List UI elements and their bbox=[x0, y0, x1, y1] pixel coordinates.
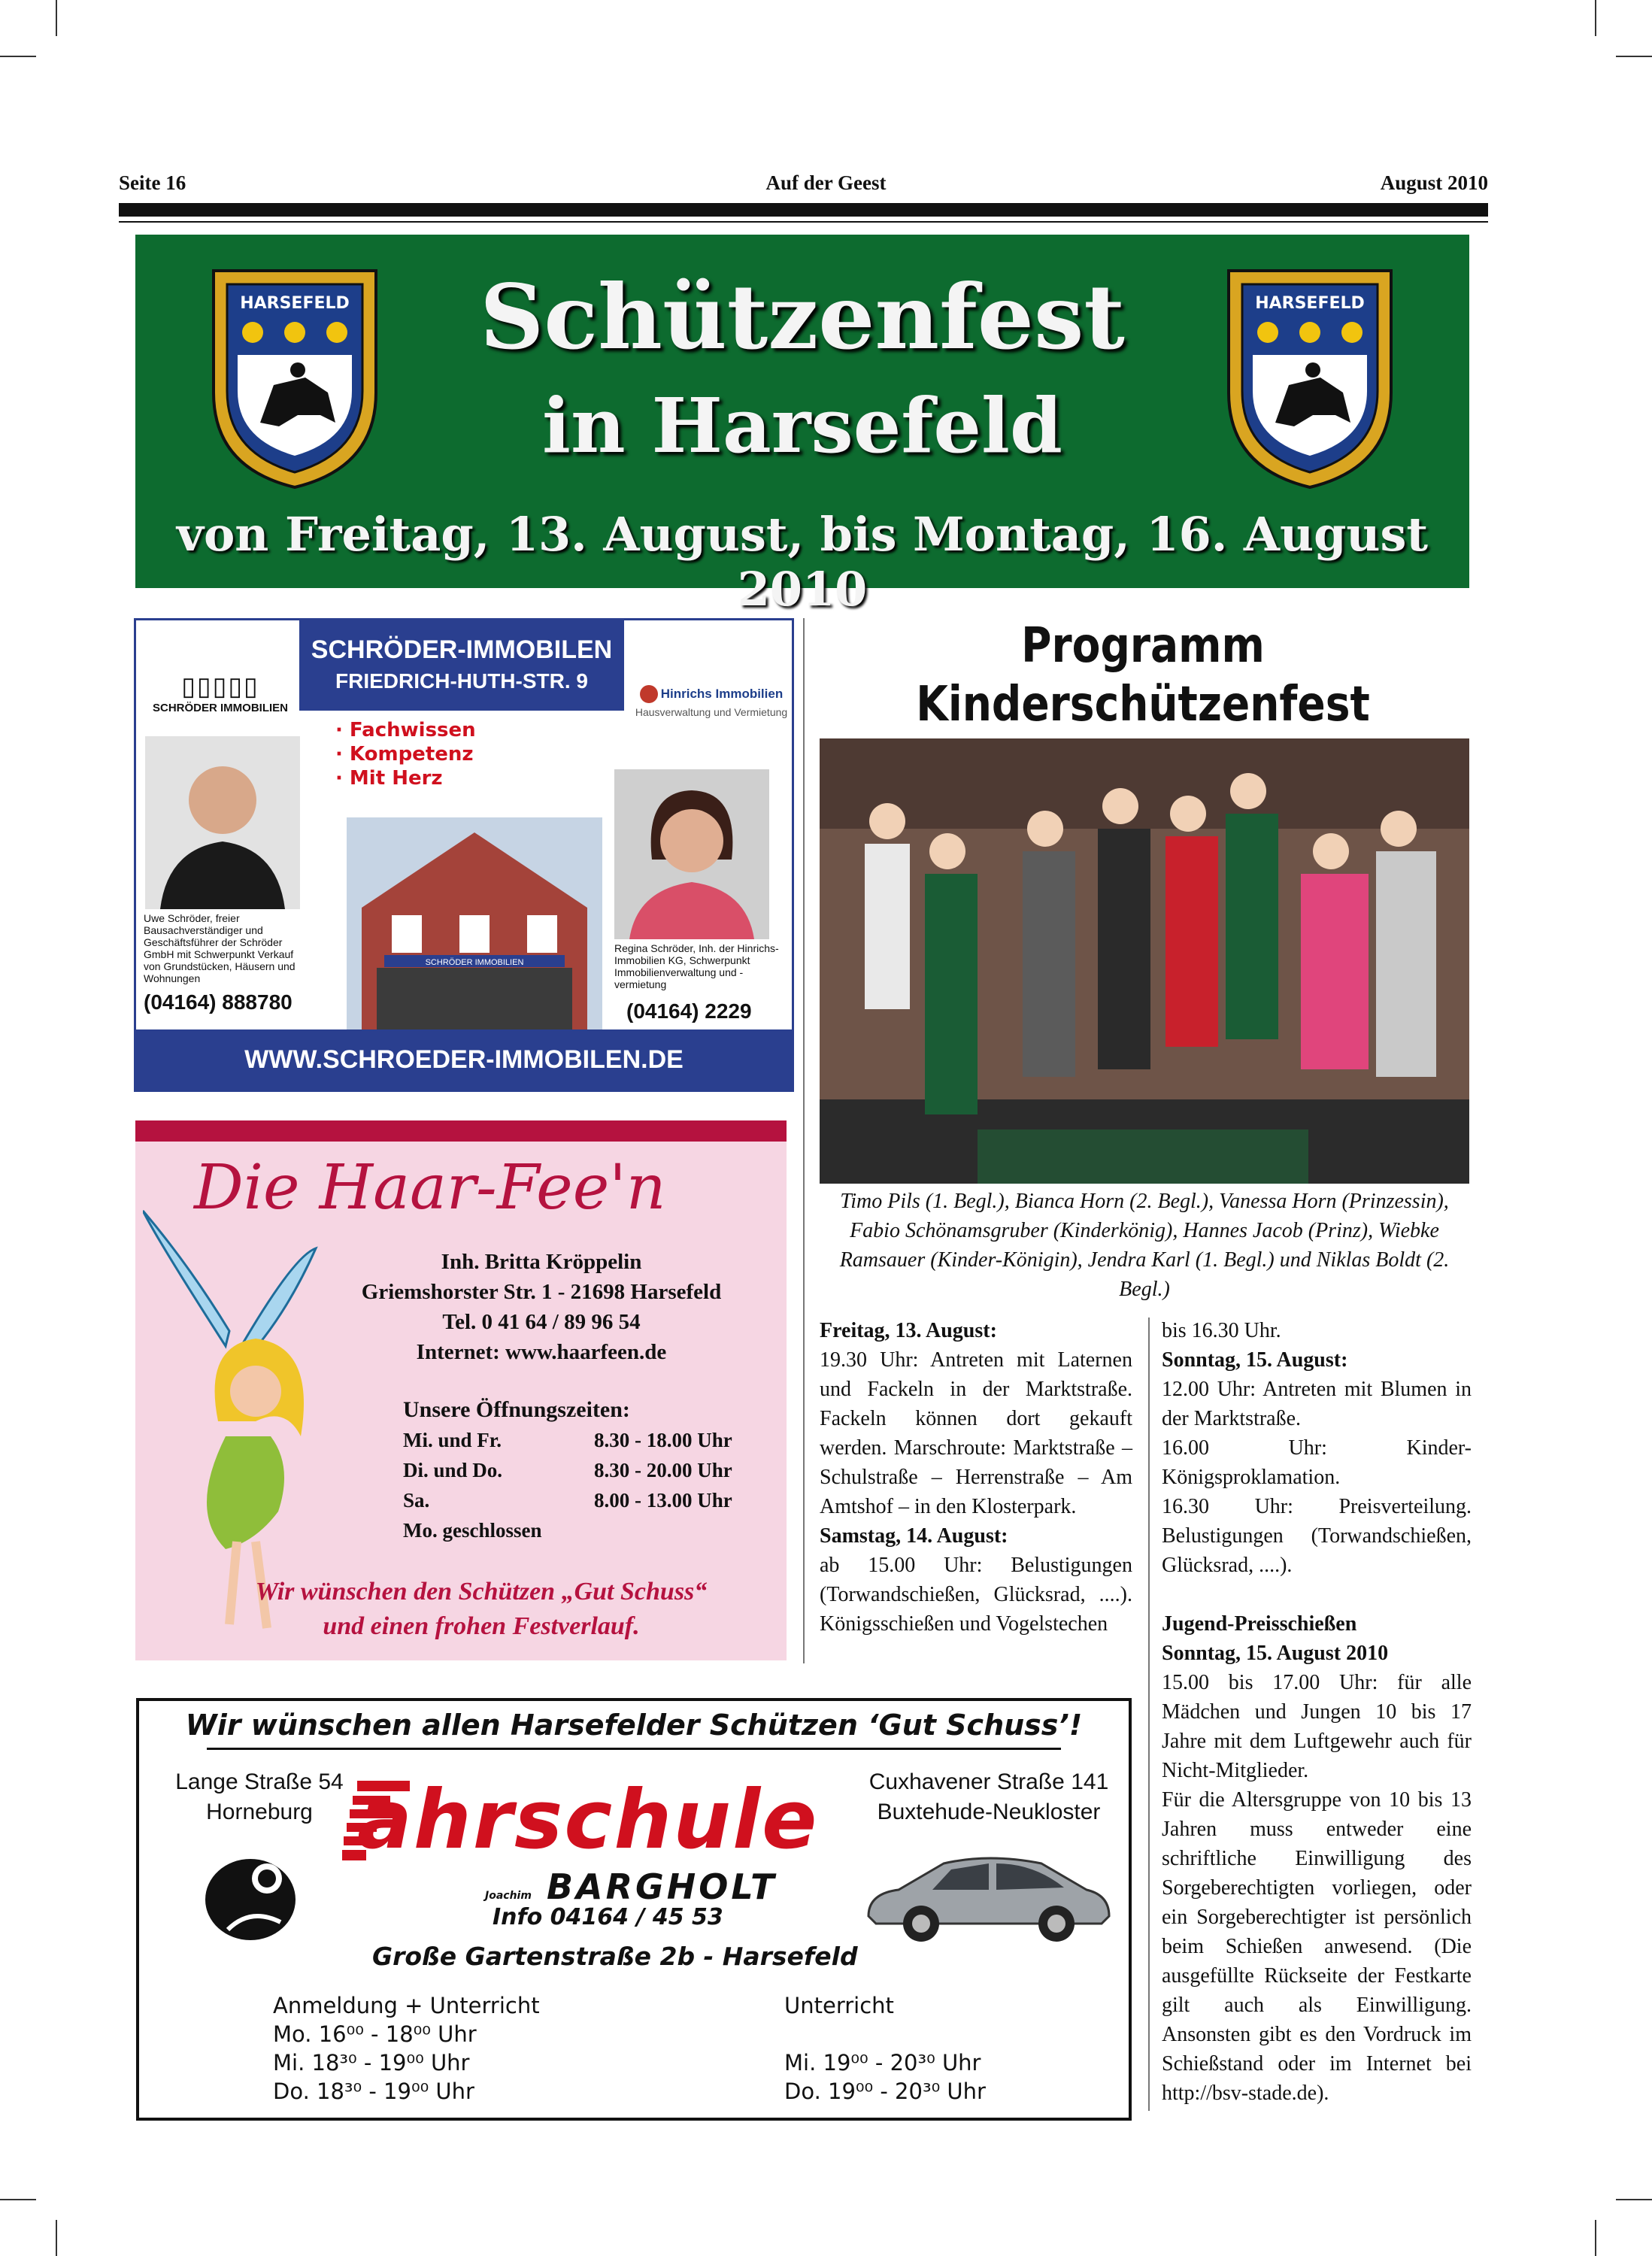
children-royals-photo bbox=[820, 738, 1469, 1184]
program-day: Freitag, 13. August: bbox=[820, 1319, 997, 1342]
photo-caption: Timo Pils (1. Begl.), Bianca Horn (2. Begl.), Vanessa Horn (Prinzessin), Fabio Schönamsgruber (Kinderkönig), Hannes Jacob (Prinz), Wiebke Ramsauer (Kinder-Königin), Jendra Karl (1. Begl.) und Niklas Boldt (2. Begl.) bbox=[839, 1190, 1450, 1301]
crop-mark bbox=[0, 2199, 36, 2200]
banner-dates: von Freitag, 13. August, bis Montag, 16. August 2010 bbox=[176, 507, 1429, 617]
phone-uwe: (04164) 888780 bbox=[144, 990, 293, 1014]
haarfeen-internet[interactable]: Internet: www.haarfeen.de bbox=[416, 1340, 667, 1364]
section-heading: Jugend-Preisschießen bbox=[1162, 1612, 1357, 1636]
program-day: Sonntag, 15. August: bbox=[1162, 1348, 1348, 1372]
hinrichs-logo: Hinrichs Immobilien Hausverwaltung und Vermietung bbox=[635, 687, 788, 718]
hours-time: 8.30 - 20.00 Uhr bbox=[594, 1459, 732, 1481]
column-divider bbox=[1148, 1318, 1150, 2111]
festival-banner bbox=[135, 235, 1469, 617]
fairy-illustration bbox=[143, 1196, 323, 1639]
svg-text:HARSEFELD: HARSEFELD bbox=[240, 294, 350, 313]
program-text: 16.30 Uhr: Preisverteilung. Belustigungen (Torwandschießen, Glücksrad, ....). bbox=[1162, 1495, 1472, 1577]
haarfeen-phone: Tel. 0 41 64 / 89 96 54 bbox=[442, 1310, 641, 1334]
issue-date: August 2010 bbox=[1380, 171, 1488, 194]
haarfeen-owner: Inh. Britta Kröppelin bbox=[441, 1250, 642, 1274]
hours-day: Mo. geschlossen bbox=[403, 1519, 542, 1542]
program-column-2 bbox=[1162, 1316, 1472, 2108]
crop-mark bbox=[1595, 2220, 1596, 2256]
crop-mark bbox=[56, 0, 57, 36]
fahrschule-info-phone: Info 04164 / 45 53 bbox=[493, 1904, 723, 1930]
haarfeen-ad bbox=[135, 1120, 787, 1660]
portrait-uwe bbox=[145, 736, 300, 909]
banner-title: Schützenfest bbox=[480, 265, 1125, 369]
schroeder-logo: ▯▯▯▯▯ SCHRÖDER IMMOBILIEN bbox=[153, 673, 288, 714]
fahrschule-headline: Wir wünschen allen Harsefelder Schützen ‘Gut Schuss’! bbox=[185, 1709, 1083, 1742]
address-horneburg: Lange Straße 54 Horneburg bbox=[175, 1769, 344, 1824]
schedule-left: Anmeldung + Unterricht Mo. 16⁰⁰ - 18⁰⁰ Uhr Mi. 18³⁰ - 19⁰⁰ Uhr Do. 18³⁰ - 19⁰⁰ Uhr bbox=[273, 1993, 540, 2104]
column-divider bbox=[803, 618, 805, 1663]
schroeder-website[interactable]: WWW.SCHROEDER-IMMOBILEN.DE bbox=[136, 1029, 792, 1090]
haarfeen-address: Griemshorster Str. 1 - 21698 Harsefeld bbox=[361, 1280, 722, 1304]
header-rule-thin bbox=[119, 221, 1488, 223]
fahrschule-street: Große Gartenstraße 2b - Harsefeld bbox=[372, 1942, 858, 1971]
hours-time: 8.30 - 18.00 Uhr bbox=[594, 1429, 732, 1451]
crop-mark bbox=[56, 2220, 57, 2256]
crop-mark bbox=[1595, 0, 1596, 36]
program-text: 16.00 Uhr: Kinder-Königsproklamation. bbox=[1162, 1436, 1472, 1489]
caption-regina: Regina Schröder, Inh. der Hinrichs-Immobilien KG, Schwerpunkt Immobilienverwaltung und -vermietung bbox=[614, 942, 779, 990]
program-day: Sonntag, 15. August 2010 bbox=[1162, 1642, 1389, 1665]
hours-day: Sa. bbox=[403, 1489, 430, 1512]
hours-day: Mi. und Fr. bbox=[403, 1429, 502, 1451]
schedule-right: Unterricht Mi. 19⁰⁰ - 20³⁰ Uhr Do. 19⁰⁰ - 20³⁰ Uhr bbox=[784, 1993, 986, 2104]
office-building-photo bbox=[347, 817, 602, 1043]
address-buxtehude: Cuxhavener Straße 141 Buxtehude-Neukloster bbox=[868, 1769, 1109, 1824]
svg-text:HARSEFELD: HARSEFELD bbox=[1255, 294, 1365, 313]
schroeder-immobilien-ad bbox=[134, 618, 794, 1092]
crop-mark bbox=[1616, 2199, 1652, 2200]
header-rule bbox=[119, 203, 1488, 217]
program-text: bis 16.30 Uhr. bbox=[1162, 1319, 1281, 1342]
hours-title: Unsere Öffnungszeiten: bbox=[403, 1397, 630, 1422]
banner-subtitle: in Harsefeld bbox=[542, 381, 1062, 470]
schroeder-bullets: · Fachwissen · Kompetenz · Mit Herz bbox=[335, 719, 476, 790]
program-text: 12.00 Uhr: Antreten mit Blumen in der Marktstraße. bbox=[1162, 1378, 1472, 1430]
page-number: Seite 16 bbox=[119, 171, 186, 194]
svg-text:SCHRÖDER IMMOBILIEN: SCHRÖDER IMMOBILIEN bbox=[425, 958, 524, 967]
program-column-1 bbox=[820, 1316, 1132, 1639]
schroeder-title-box: SCHRÖDER-IMMOBILEN FRIEDRICH-HUTH-STR. 9 bbox=[299, 620, 624, 711]
haarfeen-slogan-line2: und einen frohen Festverlauf. bbox=[323, 1612, 640, 1640]
motorcycle-icon bbox=[198, 1847, 311, 1945]
program-text: 15.00 bis 17.00 Uhr: für alle Mädchen und Jungen 10 bis 17 Jahre mit dem Luftgewehr auch für Nicht-Mitglieder. bbox=[1162, 1671, 1472, 1782]
caption-uwe: Uwe Schröder, freier Bausachverständiger und Geschäftsführer der Schröder GmbH mit Schwerpunkt Verkauf von Grundstücken, Häusern und Wohnungen bbox=[144, 912, 296, 984]
portrait-regina bbox=[614, 769, 769, 939]
hours-day: Di. und Do. bbox=[403, 1459, 503, 1481]
program-text: 19.30 Uhr: Antreten mit Laternen und Fackeln in der Marktstraße. Fackeln können dort gekauft werden. Marschroute: Marktstraße – Schulstraße – Herrenstraße – Am Amtshof – in den Klosterpark. bbox=[820, 1348, 1132, 1518]
fahrschule-brand: ahrschule bbox=[357, 1773, 819, 1867]
haarfeen-title: Die Haar-Fee'n bbox=[194, 1152, 666, 1224]
phone-regina: (04164) 2229 bbox=[626, 999, 752, 1023]
car-icon bbox=[861, 1848, 1117, 1946]
haarfeen-slogan-line1: Wir wünschen den Schützen „Gut Schuss“ bbox=[255, 1578, 708, 1606]
program-text: Für die Altersgruppe von 10 bis 13 Jahren muss entweder eine schriftliche Einwilligung des Sorgeberechtigten vorliegen, oder ein Sorgeberechtigter ist persönlich beim Schießen anwesend. (Die ausgefüllte Rückseite der Festkarte gilt auch als Einwilligung. Ansonsten gibt es den Vordruck im Schießstand oder im Internet bei http://bsv-stade.de). bbox=[1162, 1788, 1472, 2105]
program-heading: Programm Kinderschützenfest bbox=[916, 618, 1370, 732]
publication-name: Auf der Geest bbox=[765, 171, 887, 194]
crop-mark bbox=[0, 56, 36, 57]
haarfeen-top-bar bbox=[135, 1120, 787, 1142]
program-day: Samstag, 14. August: bbox=[820, 1524, 1008, 1548]
fahrschule-ad bbox=[136, 1698, 1132, 2121]
crop-mark bbox=[1616, 56, 1652, 57]
fahrschule-owner: Joachim BARGHOLT bbox=[485, 1866, 778, 1907]
program-text: ab 15.00 Uhr: Belustigungen (Torwandschießen, Glücksrad, ....). Königsschießen und Vogelstechen bbox=[820, 1554, 1132, 1636]
hours-time: 8.00 - 13.00 Uhr bbox=[594, 1489, 732, 1512]
headline-underline bbox=[207, 1748, 1061, 1750]
